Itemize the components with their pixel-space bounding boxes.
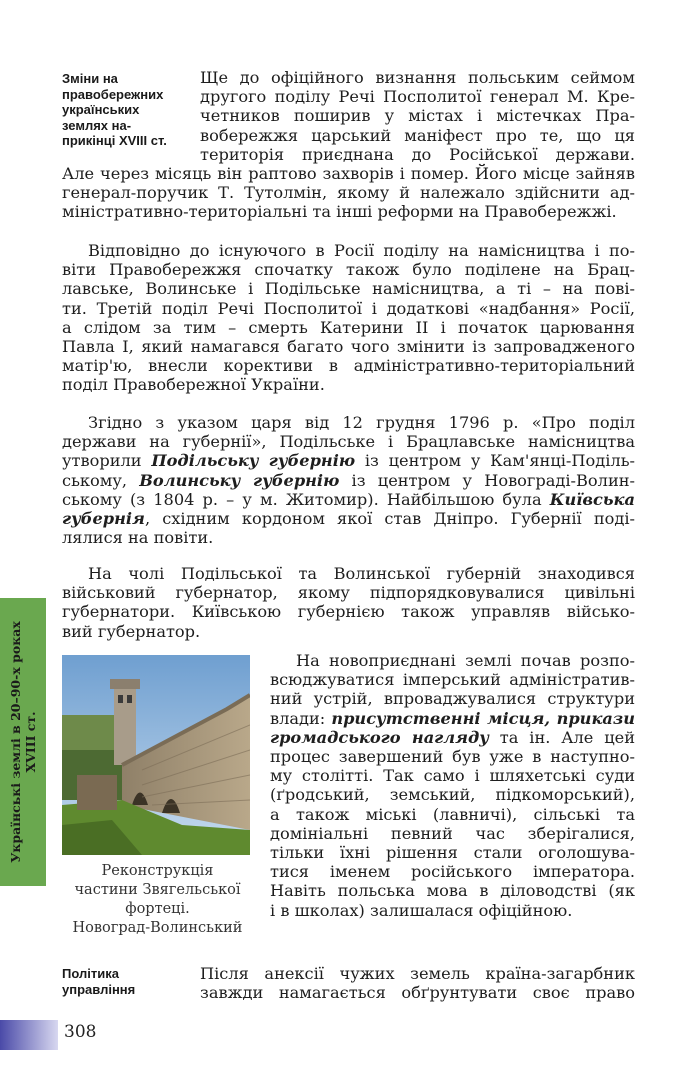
text-fragment: ському (з 1804 р. – у м. Житомир). Найбільшою була — [62, 489, 550, 509]
text-line: Навіть польська мова в діловодстві (як — [270, 881, 635, 901]
text-line: Але через місяць він раптово захворів і помер. Його місце зайняв — [62, 164, 635, 183]
term-kyivska: Київська — [549, 489, 635, 509]
text-line: а слідом за тим – смерть Катерини ІІ і початок царювання — [62, 317, 635, 337]
side-label-changes — [62, 71, 202, 149]
chapter-tab-line: Українські землі в 20–90-х роках — [8, 621, 23, 863]
text-line: поділ Правобережної України. — [62, 375, 325, 395]
term-guberniya: губернія — [62, 509, 145, 529]
chapter-tab-line: XVIII ст. — [23, 711, 38, 773]
text-line — [270, 728, 635, 747]
caption-line: фортеці. — [125, 901, 190, 917]
text-line: військовий губернатор, якому підпорядковувалися цивільні — [62, 583, 635, 603]
text-line: четников поширив у містах і містечках Пра- — [200, 106, 635, 126]
text-line: ний устрій, впроваджувалися структури — [270, 689, 635, 709]
side-label-line: управління — [62, 981, 136, 997]
text-fragment: утворили — [62, 451, 152, 471]
page-number-bar — [0, 1020, 58, 1050]
chapter-side-tab — [0, 598, 46, 886]
text-line: матір'ю, внесли корективи в адміністративно-територіальний — [62, 356, 635, 376]
text-line: Згідно з указом царя від 12 грудня 1796 р. «Про поділ — [88, 413, 635, 432]
side-label-line: правобережних — [62, 86, 164, 102]
text-fragment: та ін. Але цей — [488, 727, 635, 747]
paragraph-2 — [62, 241, 635, 395]
text-line: процес завершений був уже в наступно- — [270, 747, 635, 767]
text-line: і в школах) залишалася офіційною. — [270, 900, 573, 920]
side-label-line: Політика — [62, 966, 119, 981]
term-volynska: Волинську губернію — [139, 470, 340, 490]
term-prysutstvenni: присутственні місця, прикази — [331, 708, 635, 728]
paragraph-5 — [270, 651, 635, 920]
side-label-politics — [62, 966, 192, 997]
text-line: другого поділу Речі Посполитої генерал М. Кре- — [200, 87, 635, 107]
paragraph-1-continuation — [62, 164, 635, 222]
text-line: територія приєднана до Російської держави. — [200, 144, 635, 164]
text-line: Павла І, який намагався багато чого змінити із запровадженого — [62, 337, 635, 357]
caption-line: Новоград-Волинський — [72, 920, 243, 936]
text-line: тільки їхні рішення стали оголошува- — [270, 843, 635, 863]
text-fragment: ському, — [62, 470, 140, 490]
caption-line: частини Звягельської — [74, 882, 241, 898]
text-line: держави на губернії», Подільське і Брацлавське намісництва — [62, 432, 635, 452]
text-line — [62, 490, 635, 509]
term-podilska: Подільську губернію — [151, 451, 356, 471]
text-line: Ще до офіційного визнання польським сеймом — [200, 68, 635, 87]
text-line: домініальні певний час зберігалися, — [270, 823, 635, 843]
text-fragment: влади: — [270, 708, 332, 728]
text-fragment: із центром у Кам'янці-Поділь- — [355, 451, 635, 471]
text-line: Після анексії чужих земель країна-загарбник — [200, 964, 635, 983]
paragraph-6 — [200, 964, 635, 1002]
text-line: завжди намагається обґрунтувати своє право — [200, 983, 635, 1003]
text-line: генерал-поручик Т. Тутолмін, якому й належало здійснити ад- — [62, 183, 635, 203]
text-line: На чолі Подільської та Волинської губерній знаходився — [88, 564, 635, 583]
text-line: На новоприєднані землі почав розпо- — [296, 651, 635, 670]
caption-line: Реконструкція — [101, 863, 214, 879]
paragraph-1-intro — [200, 68, 635, 164]
text-line: ти. Третій поділ Речі Посполитої і додаткові «надбання» Росії, — [62, 298, 635, 318]
text-line: (ґродський, земський, підкоморський), — [270, 785, 635, 805]
side-label-line: землях на- — [62, 117, 132, 133]
chapter-side-tab-text — [0, 598, 46, 886]
fortress-image — [62, 655, 250, 855]
text-fragment: , східним кордоном якої став Дніпро. Губернії поді- — [144, 509, 635, 529]
text-line: лялися на повіти. — [62, 528, 214, 548]
paragraph-4 — [62, 564, 635, 641]
text-line: віти Правобережжя спочатку також було поділене на Брац- — [62, 260, 635, 280]
fortress-photo — [62, 655, 250, 855]
text-line — [270, 709, 635, 728]
text-line: лавське, Волинське і Подільське намісництва, а ті – на пові- — [62, 279, 635, 299]
side-label-line: українських — [62, 102, 140, 117]
page-number: 308 — [64, 1022, 97, 1042]
text-line: вобережжя царський маніфест про те, що ця — [200, 125, 635, 145]
text-line: Відповідно до існуючого в Росії поділу на намісництва і по- — [88, 241, 635, 260]
term-nahliadu: громадського нагляду — [270, 727, 489, 747]
photo-caption — [55, 862, 260, 938]
text-line: всюджуватися імперський адміністратив- — [270, 670, 635, 690]
text-line — [62, 451, 635, 470]
paragraph-3 — [62, 413, 635, 547]
text-line: губернатори. Київською губернією також управляв військо- — [62, 602, 635, 622]
text-line: вий губернатор. — [62, 621, 201, 641]
text-line: а також міські (лавничі), сільські та — [270, 804, 635, 824]
side-label-line: прикінці XVIII ст. — [62, 133, 167, 148]
side-label-line: Зміни на — [62, 71, 118, 86]
text-fragment: із центром у Новограді-Волин- — [339, 470, 636, 490]
text-line: му столітті. Так само і шляхетські суди — [270, 766, 635, 786]
text-line: міністративно-територіальні та інші реформи на Правобережжі. — [62, 202, 617, 222]
text-line — [62, 471, 635, 490]
text-line — [62, 509, 635, 528]
text-line: тися іменем російського імператора. — [270, 862, 635, 882]
